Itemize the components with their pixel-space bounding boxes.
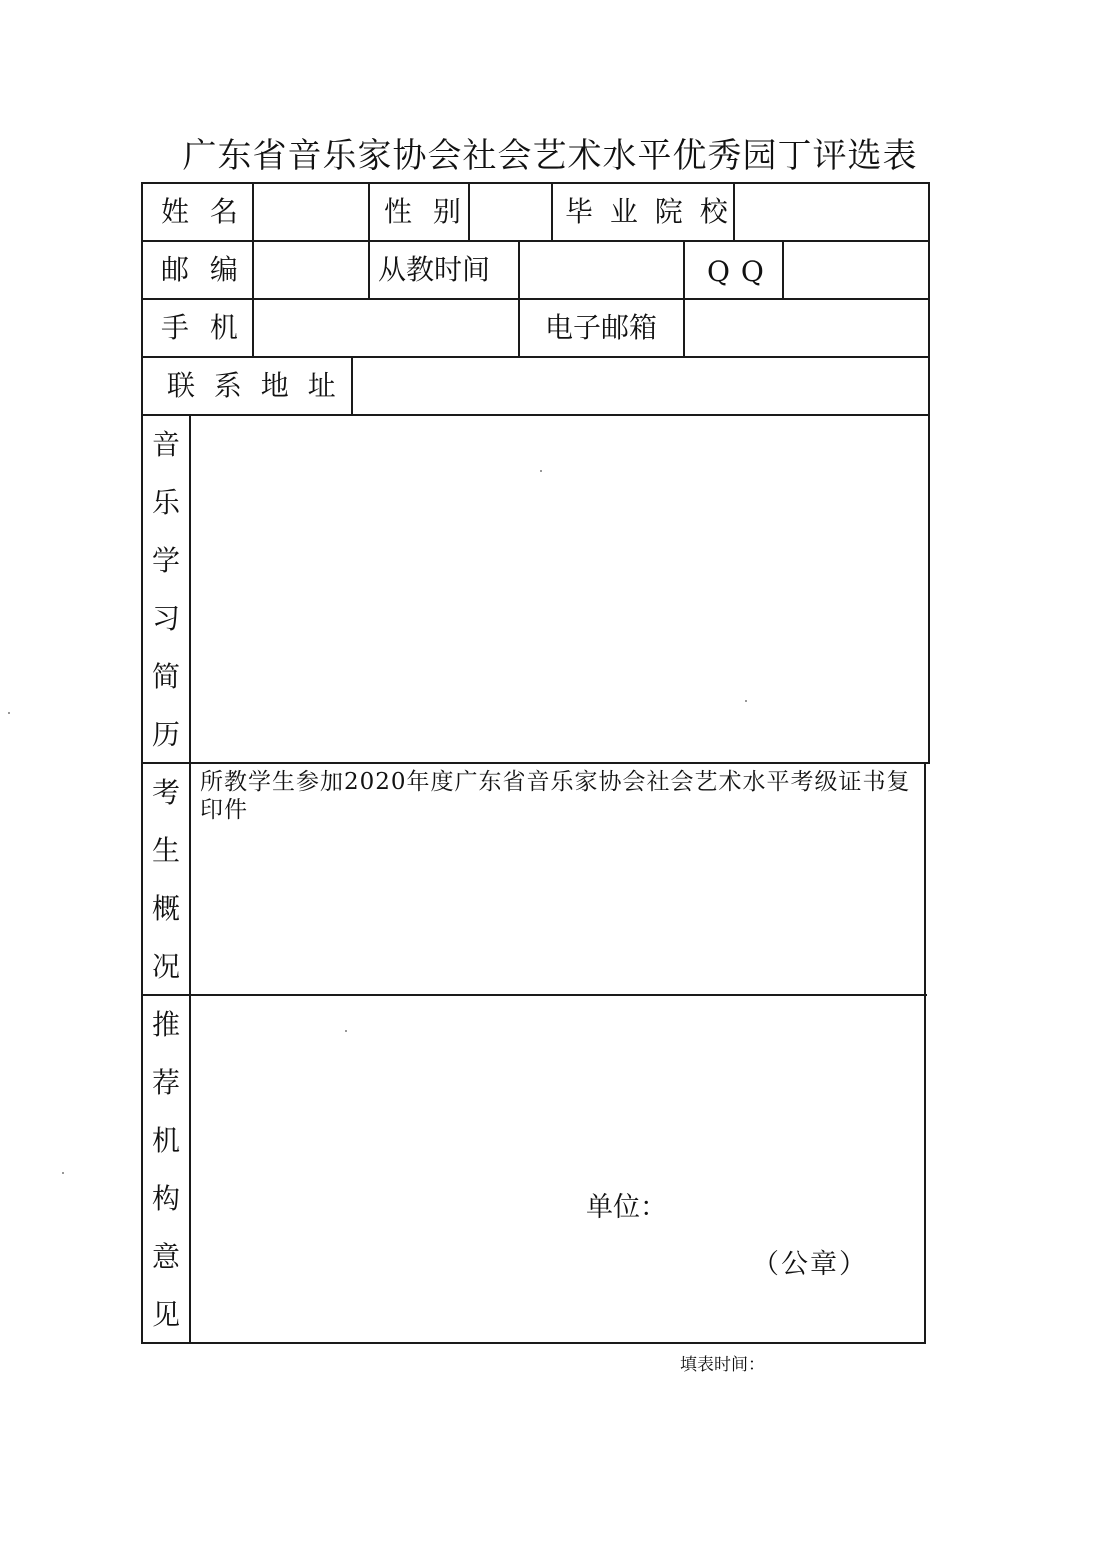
teaching-time-field[interactable]: [520, 242, 683, 298]
table-border-right-bottom: [924, 762, 926, 1344]
postcode-field[interactable]: [254, 242, 368, 298]
row1-col-divider-2: [368, 182, 370, 242]
official-seal-label: （公章）: [752, 1249, 868, 1280]
table-border-right-top: [928, 182, 930, 764]
scan-speck: [540, 470, 542, 472]
row2-col-divider-4: [683, 240, 685, 300]
name-field[interactable]: [254, 184, 368, 240]
music-resume-label-char: 简: [151, 660, 180, 693]
row-divider-5: [141, 762, 928, 764]
email-field[interactable]: [685, 300, 928, 356]
address-field[interactable]: [353, 358, 928, 414]
student-overview-note: 所教学生参加2020年度广东省音乐家协会社会艺术水平考级证书复印件: [200, 769, 911, 823]
qq-field[interactable]: [784, 242, 928, 298]
recommendation-label-char: 荐: [151, 1066, 180, 1099]
recommendation-label-char: 推: [151, 1008, 180, 1041]
table-border-bottom: [141, 1342, 926, 1344]
mobile-field[interactable]: [254, 300, 518, 356]
student-overview-label-char: 生: [151, 834, 180, 867]
recommendation-label-char: 意: [151, 1240, 180, 1273]
scan-speck: [745, 700, 747, 702]
recommendation-label-char: 机: [151, 1124, 180, 1157]
music-resume-label-char: 音: [151, 428, 180, 461]
recommendation-label-char: 见: [151, 1298, 180, 1331]
fill-time-label: 填表时间：: [680, 1355, 765, 1375]
row1-col-divider-4: [551, 182, 553, 242]
recommendation-field[interactable]: [191, 996, 924, 1342]
row2-col-divider-2: [368, 240, 370, 300]
music-resume-label-char: 历: [151, 718, 180, 751]
teaching-time-label: 从教时间: [378, 253, 491, 286]
student-overview-label-char: 况: [151, 950, 180, 983]
gender-field[interactable]: [470, 184, 551, 240]
row3-col-divider-2: [518, 298, 520, 358]
qq-label: Q Q: [707, 255, 764, 288]
scan-speck: [62, 1172, 64, 1174]
name-label: 姓 名: [161, 195, 238, 228]
recommendation-label-char: 构: [151, 1182, 180, 1215]
school-label: 毕 业 院 校: [565, 195, 728, 228]
address-label: 联 系 地 址: [167, 369, 336, 402]
student-overview-label-char: 概: [151, 892, 180, 925]
school-field[interactable]: [735, 184, 928, 240]
scan-speck: [8, 712, 10, 714]
student-overview-label-char: 考: [151, 776, 180, 809]
mobile-label: 手 机: [161, 311, 238, 344]
music-resume-label-char: 习: [151, 602, 180, 635]
music-resume-field[interactable]: [191, 416, 928, 762]
student-overview-field[interactable]: [191, 824, 924, 994]
email-label: 电子邮箱: [545, 311, 658, 344]
postcode-label: 邮 编: [161, 253, 238, 286]
gender-label: 性 别: [384, 195, 461, 228]
music-resume-label-char: 乐: [151, 486, 180, 519]
unit-label: 单位：: [586, 1192, 667, 1223]
scan-speck: [345, 1030, 347, 1032]
form-title: 广东省音乐家协会社会艺术水平优秀园丁评选表: [182, 136, 918, 176]
music-resume-label-char: 学: [151, 544, 180, 577]
